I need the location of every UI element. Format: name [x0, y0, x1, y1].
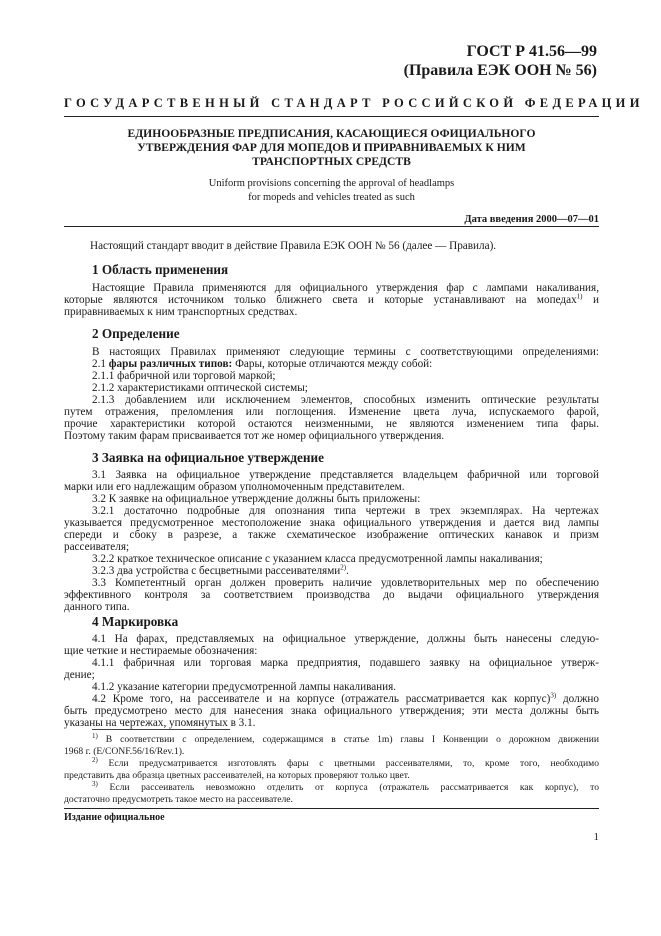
page-number: 1	[593, 831, 599, 843]
introduction-date: Дата введения 2000—07—01	[464, 214, 599, 225]
footnote-divider	[92, 729, 230, 730]
footnote-2: $^{2)}$ Если предусматривается изготовлять фары с цветными рассеивателями, то, кроме того, необходимо представить два образца цветных рассеивателей, на которых проверяют только цвет.	[64, 755, 599, 781]
section-2-heading: 2 Определение	[92, 326, 180, 341]
section-2-body: В настоящих Правилах применяют следующие термины с соответствующими определениями: 2.1 фары различных типов: Фары, которые отличаются между собой: 2.1.1 фабричной или торговой маркой; 2.1.2 характеристиками оптической системы; 2.1.3 добавлением или исключением элементов, способных изменить оптические результаты путем отражения, преломления или поглощения. Изменение цвета луча, испускаемого фарой, прочие характеристики которой остаются неизменными, не являются изменением типа фары. Поэтому таким фарам присваивается тот же номер официального утверждения.	[64, 346, 599, 442]
section-3-body: 3.1 Заявка на официальное утверждение представляется владельцем фабричной или торговой марки или его надлежащим образом уполномоченным представителем. 3.2 К заявке на официальное утверждение должны быть приложены: 3.2.1 достаточно подробные для опознания типа чертежи в трех экземплярах. На чертежах указывается предусмотренное местоположение знака официального утверждения и дается вид лампы спереди и сбоку в разрезе, а также схематическое изображение оптических канавок и призм рассеивателя; 3.2.2 краткое техническое описание с указанием класса предусмотренной лампы накаливания; 3.2.3 два устройства с бесцветными рассеивателями$^{2)}$. 3.3 Компетентный орган должен проверить наличие удовлетворительных мер по обеспечению эффективного контроля за соответствием производства до выдачи официального утверждения данного типа.	[64, 469, 599, 613]
gost-number: ГОСТ Р 41.56—99	[466, 43, 597, 60]
section-4-heading: 4 Маркировка	[92, 614, 179, 629]
english-title-line: Uniform provisions concerning the approval of headlamps	[208, 178, 455, 189]
title-line: ТРАНСПОРТНЫХ СРЕДСТВ	[252, 155, 411, 168]
english-title-line: for mopeds and vehicles treated as such	[248, 191, 415, 203]
english-title	[64, 177, 599, 204]
header-divider	[64, 116, 599, 117]
footnote-3: $^{3)}$ Если рассеиватель невозможно отделить от корпуса (отражатель рассматривается как корпус), то достаточно предусмотреть такое место на рассеивателе.	[64, 779, 599, 805]
date-divider	[64, 226, 599, 227]
footnote-1: $^{1)}$ В соответствии с определением, содержащимся в статье 1m) главы I Конвенции о дорожном движении 1968 г. (E/CONF.56/16/Rev.1).	[64, 731, 599, 757]
section-3-heading: 3 Заявка на официальное утверждение	[92, 450, 324, 465]
document-title	[64, 127, 599, 169]
standard-name: ГОСУДАРСТВЕННЫЙ СТАНДАРТ РОССИЙСКОЙ ФЕДЕРАЦИИ	[64, 96, 644, 110]
title-line: УТВЕРЖДЕНИЯ ФАР ДЛЯ МОПЕДОВ И ПРИРАВНИВАЕМЫХ К НИМ	[137, 141, 526, 154]
section-1-body: Настоящие Правила применяются для официального утверждения фар с лампами накаливания, которые являются источником только ближнего света и которые устанавливают на мопедах$^{1)}$ и приравниваемых к ним транспортных средствах.	[64, 282, 599, 318]
section-1-heading: 1 Область применения	[92, 262, 229, 277]
edition-label: Издание официальное	[64, 812, 165, 823]
title-line: ЕДИНООБРАЗНЫЕ ПРЕДПИСАНИЯ, КАСАЮЩИЕСЯ ОФИЦИАЛЬНОГО	[127, 127, 536, 140]
unece-rule-number: (Правила ЕЭК ООН № 56)	[403, 62, 597, 79]
edition-divider	[64, 808, 599, 809]
gost-code-block	[404, 42, 597, 80]
intro-paragraph: Настоящий стандарт вводит в действие Правила ЕЭК ООН № 56 (далее — Правила).	[90, 240, 497, 252]
section-4-body: 4.1 На фарах, представляемых на официальное утверждение, должны быть нанесены следую- щие четкие и нестираемые обозначения: 4.1.1 фабричная или торговая марка предприятия, подавшего заявку на официальное утверж- дение; 4.1.2 указание категории предусмотренной лампы накаливания. 4.2 Кроме того, на рассеивателе и на корпусе (отражатель рассматривается как корпус)$^{3)}$ должно быть предусмотрено место для нанесения знака официального утверждения; эти места должны быть указаны на чертежах, упомянутых в 3.1.	[64, 633, 599, 729]
